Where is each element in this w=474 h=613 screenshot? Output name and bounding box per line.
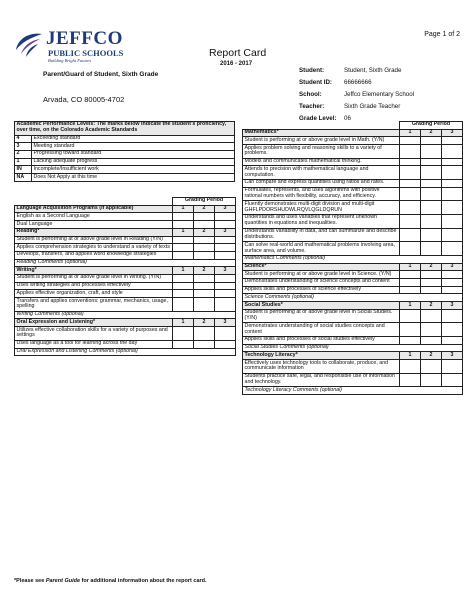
school-year: 2016 - 2017 — [220, 61, 253, 67]
grade-cell — [194, 244, 215, 252]
period-number: 1 — [400, 352, 421, 360]
comment-row — [243, 294, 463, 302]
period-number: 2 — [194, 319, 215, 327]
comments-label: Mathematics Comments (optional) — [243, 255, 463, 263]
period-number: 1 — [173, 319, 194, 327]
period-number: 3 — [215, 205, 236, 213]
standard-label: Can solve real-world and mathematical problems involving area, surface area, and volume. — [243, 242, 400, 256]
student-info-value: 06 — [344, 114, 351, 122]
grade-cell — [442, 215, 463, 229]
comment-row — [15, 259, 236, 267]
grade-cell — [173, 298, 194, 312]
grade-cell — [421, 158, 442, 166]
period-number: 2 — [421, 352, 442, 360]
section-title: Reading* — [15, 228, 173, 236]
grade-cell — [421, 228, 442, 242]
level-code: 1 — [15, 158, 32, 166]
grade-cell — [400, 228, 421, 242]
grade-cell — [215, 251, 236, 259]
grade-row — [243, 286, 463, 294]
grade-cell — [442, 337, 463, 345]
student-info-row — [299, 76, 414, 88]
standard-label: Effectively uses technology tools to collaborate, produce, and communicate information — [243, 360, 400, 374]
footer-note: *Please see Parent Guide for additional information about the report card. — [14, 578, 207, 584]
period-number: 1 — [400, 263, 421, 271]
grade-row — [15, 275, 236, 283]
section-header — [243, 352, 463, 360]
grade-cell — [442, 137, 463, 145]
grade-row — [243, 137, 463, 145]
jeffco-logo — [12, 28, 130, 66]
period-number: 2 — [421, 263, 442, 271]
grade-cell — [400, 323, 421, 337]
period-number: 3 — [442, 302, 463, 310]
comments-label: Social Studies Comments (optional) — [243, 344, 463, 352]
period-number: 3 — [215, 228, 236, 236]
grade-row — [243, 360, 463, 374]
right-grades-table — [242, 121, 463, 395]
period-number: 2 — [194, 205, 215, 213]
grading-period-header — [243, 122, 463, 130]
grade-cell — [442, 201, 463, 215]
grade-cell — [215, 275, 236, 283]
grade-cell — [173, 275, 194, 283]
grade-cell — [400, 158, 421, 166]
standard-label: English as a Second Language — [15, 213, 173, 221]
grade-cell — [194, 327, 215, 341]
standard-label: Uses writing strategies and processes effectively — [15, 282, 173, 290]
grade-row — [15, 236, 236, 244]
standard-label: Applies comprehension strategies to understand a variety of texts — [15, 244, 173, 252]
grade-cell — [442, 373, 463, 387]
period-number: 3 — [442, 129, 463, 137]
standard-label: Demonstrates understanding of science concepts and content — [243, 279, 400, 287]
grade-row — [15, 290, 236, 298]
grade-cell — [173, 290, 194, 298]
level-row — [15, 151, 235, 159]
grade-cell — [215, 290, 236, 298]
period-number: 1 — [173, 267, 194, 275]
grade-row — [15, 221, 236, 229]
grade-cell — [442, 145, 463, 159]
grade-cell — [421, 323, 442, 337]
grade-cell — [400, 271, 421, 279]
level-row — [15, 143, 235, 151]
grade-cell — [215, 221, 236, 229]
grade-cell — [173, 244, 194, 252]
period-number: 1 — [400, 129, 421, 137]
grade-cell — [215, 213, 236, 221]
parent-guide-ref: Parent Guide — [45, 578, 81, 584]
comments-label: Technology Literacy Comments (optional) — [243, 387, 463, 395]
grade-cell — [400, 337, 421, 345]
period-number: 3 — [442, 263, 463, 271]
grade-cell — [421, 180, 442, 188]
level-label: Does Not Apply at this time — [32, 174, 235, 182]
page-title: Report Card — [209, 47, 267, 59]
student-info-row — [299, 100, 414, 112]
grade-cell — [442, 279, 463, 287]
standard-label: Applies effective organization, craft, and style — [15, 290, 173, 298]
grade-cell — [400, 145, 421, 159]
student-info-key: Teacher: — [299, 102, 325, 110]
grade-row — [243, 309, 463, 323]
comments-label: Reading Comments (optional) — [15, 259, 236, 267]
grade-cell — [421, 187, 442, 201]
levels-header: Academic Performance Levels: The marks below indicate the student's proficiency, over time, on the Colorado Academic Standards — [15, 122, 235, 136]
grade-cell — [442, 228, 463, 242]
grade-cell — [421, 215, 442, 229]
student-info — [299, 64, 414, 124]
student-info-key: School: — [299, 90, 322, 98]
comments-label: Oral Expression and Listening Comments (optional) — [15, 348, 236, 356]
grade-row — [243, 215, 463, 229]
period-number: 2 — [194, 267, 215, 275]
grade-cell — [421, 279, 442, 287]
student-info-row — [299, 64, 414, 76]
left-grades-table — [14, 197, 236, 356]
section-header — [15, 228, 236, 236]
standard-label: Demonstrates understanding of social studies concepts and content — [243, 323, 400, 337]
level-label: Meeting standard — [32, 143, 235, 151]
period-number: 2 — [421, 302, 442, 310]
grade-cell — [400, 309, 421, 323]
grade-cell — [173, 221, 194, 229]
standard-label: Models and communicates mathematical thinking. — [243, 158, 400, 166]
grade-row — [15, 298, 236, 312]
grade-cell — [400, 137, 421, 145]
standard-label: Utilizes effective collaboration skills for a variety of purposes and settings — [15, 327, 173, 341]
standard-label: Transfers and applies conventions: grammar, mechanics, usage, spelling — [15, 298, 173, 312]
comment-row — [243, 387, 463, 395]
grade-cell — [442, 187, 463, 201]
grading-period-header — [15, 198, 236, 206]
grade-row — [243, 242, 463, 256]
grading-period-label: Grading Period — [400, 122, 463, 130]
period-number: 1 — [400, 302, 421, 310]
standard-label: Student is performing at or above grade level in Science. (Y/N) — [243, 271, 400, 279]
grade-cell — [421, 309, 442, 323]
parent-address-city: Arvada, CO 80005-4702 — [43, 95, 125, 104]
grade-row — [243, 323, 463, 337]
grade-row — [243, 279, 463, 287]
level-label: Exceeding standard — [32, 135, 235, 143]
grade-cell — [194, 221, 215, 229]
level-row — [15, 174, 235, 182]
student-info-key: Student ID: — [299, 78, 332, 86]
grade-cell — [400, 187, 421, 201]
grade-cell — [194, 251, 215, 259]
standard-label: Student is performing at or above grade level in Writing. (Y/N) — [15, 275, 173, 283]
grade-cell — [400, 180, 421, 188]
grade-row — [15, 327, 236, 341]
grade-cell — [194, 236, 215, 244]
grade-cell — [421, 337, 442, 345]
grade-row — [15, 282, 236, 290]
grade-cell — [194, 213, 215, 221]
grade-cell — [400, 201, 421, 215]
grade-cell — [442, 323, 463, 337]
grade-row — [15, 340, 236, 348]
section-title: Social Studies* — [243, 302, 400, 310]
level-code: 2 — [15, 151, 32, 159]
grade-cell — [194, 298, 215, 312]
grade-cell — [194, 275, 215, 283]
period-number: 1 — [173, 228, 194, 236]
comments-label: Writing Comments (optional) — [15, 311, 236, 319]
grade-row — [243, 271, 463, 279]
grade-cell — [194, 340, 215, 348]
level-row — [15, 158, 235, 166]
grade-cell — [215, 244, 236, 252]
period-number: 2 — [421, 129, 442, 137]
grade-cell — [194, 290, 215, 298]
standard-label: Uses language as a tool for learning across the day — [15, 340, 173, 348]
period-number: 1 — [173, 205, 194, 213]
section-title: Oral Expression and Listening* — [15, 319, 173, 327]
period-number: 3 — [442, 352, 463, 360]
comment-row — [243, 255, 463, 263]
level-label: Progressing toward standard — [32, 151, 235, 159]
logo-tagline: Building Bright Futures — [48, 58, 92, 63]
grade-cell — [173, 213, 194, 221]
grade-cell — [421, 137, 442, 145]
student-info-key: Grade Level: — [299, 114, 337, 122]
grade-cell — [421, 242, 442, 256]
grade-row — [243, 337, 463, 345]
level-code: 4 — [15, 135, 32, 143]
grade-cell — [194, 282, 215, 290]
grade-cell — [442, 166, 463, 180]
logo-name: JEFFCO — [46, 28, 123, 49]
standard-label: Understands and uses variables that represent unknown quantities in equations and inequalities. — [243, 215, 400, 229]
student-info-row — [299, 88, 414, 100]
grade-cell — [400, 215, 421, 229]
grade-cell — [400, 286, 421, 294]
performance-levels-table — [14, 121, 235, 182]
grade-cell — [442, 158, 463, 166]
standard-label: Dual Language — [15, 221, 173, 229]
student-info-value: 66666666 — [344, 78, 372, 86]
grade-cell — [421, 271, 442, 279]
standard-label: Can compare and express quantities using ratios and rates. — [243, 180, 400, 188]
grade-cell — [421, 373, 442, 387]
level-code: NA — [15, 174, 32, 182]
grade-row — [243, 201, 463, 215]
grade-row — [243, 180, 463, 188]
grade-row — [243, 373, 463, 387]
level-code: IN — [15, 166, 32, 174]
section-header — [243, 263, 463, 271]
grade-row — [15, 244, 236, 252]
grade-cell — [400, 373, 421, 387]
grade-cell — [421, 201, 442, 215]
grade-cell — [442, 180, 463, 188]
grade-cell — [421, 286, 442, 294]
grade-row — [243, 158, 463, 166]
section-header — [15, 205, 236, 213]
section-header — [15, 267, 236, 275]
grade-cell — [173, 251, 194, 259]
grade-cell — [400, 242, 421, 256]
grade-cell — [442, 242, 463, 256]
comment-row — [15, 348, 236, 356]
grade-row — [15, 213, 236, 221]
section-title: Technology Literacy* — [243, 352, 400, 360]
grade-cell — [442, 360, 463, 374]
grading-period-label: Grading Period — [173, 198, 236, 206]
level-row — [15, 166, 235, 174]
grade-cell — [173, 282, 194, 290]
student-info-value: Student, Sixth Grade — [344, 66, 402, 74]
standard-label: Fluently demonstrates multi-digit division and multi-digit GHFLPDORSHUDWLRQVLQGLDQRUN — [243, 201, 400, 215]
section-header — [15, 319, 236, 327]
standard-label: Student is performing at or above grade level in Math. (Y/N) — [243, 137, 400, 145]
grade-row — [243, 187, 463, 201]
grade-cell — [215, 236, 236, 244]
level-row — [15, 135, 235, 143]
standard-label: Understands variability in data, and can summarize and describe distributions. — [243, 228, 400, 242]
standard-label: Applies skills and processes of social studies effectively — [243, 337, 400, 345]
leaf-logo-icon — [12, 30, 46, 60]
period-number: 3 — [215, 267, 236, 275]
grade-cell — [442, 271, 463, 279]
grade-row — [243, 228, 463, 242]
logo-subtitle: PUBLIC SCHOOLS — [48, 48, 124, 58]
grade-cell — [442, 286, 463, 294]
level-code: 3 — [15, 143, 32, 151]
standard-label: Develops, transfers, and applies word knowledge strategies — [15, 251, 173, 259]
standard-label: Students practice safe, legal, and responsible use of information and technology. — [243, 373, 400, 387]
grade-cell — [215, 340, 236, 348]
grade-cell — [400, 360, 421, 374]
level-label: Incomplete/Insufficient work — [32, 166, 235, 174]
page-number: Page 1 of 2 — [424, 31, 460, 38]
grade-cell — [215, 298, 236, 312]
standard-label: Applies skills and processes of science effectively — [243, 286, 400, 294]
level-label: Lacking adequate progress — [32, 158, 235, 166]
standard-label: Attends to precision with mathematical language and computation. — [243, 166, 400, 180]
standard-label: Formulates, represents, and uses algorithms with positive rational numbers with flexibility, accuracy, and efficiency. — [243, 187, 400, 201]
comment-row — [243, 344, 463, 352]
parent-address-name: Parent/Guard of Student, Sixth Grade — [43, 71, 159, 78]
grade-cell — [400, 279, 421, 287]
period-number: 2 — [194, 228, 215, 236]
standard-label: Student is performing at or above grade level in Reading (Y/N) — [15, 236, 173, 244]
grade-row — [243, 145, 463, 159]
grade-cell — [173, 327, 194, 341]
standard-label: Student is performing at or above grade level in Social Studies. (Y/N) — [243, 309, 400, 323]
section-title: Science* — [243, 263, 400, 271]
grade-cell — [442, 309, 463, 323]
comments-label: Science Comments (optional) — [243, 294, 463, 302]
grade-cell — [215, 282, 236, 290]
grade-cell — [215, 327, 236, 341]
section-title: Language Acquisition Programs (if applicable) — [15, 205, 173, 213]
section-title: Writing* — [15, 267, 173, 275]
grade-cell — [173, 236, 194, 244]
student-info-value: Sixth Grade Teacher — [344, 102, 401, 110]
comment-row — [15, 311, 236, 319]
grade-row — [15, 251, 236, 259]
student-info-key: Student: — [299, 66, 325, 74]
grade-cell — [173, 340, 194, 348]
student-info-value: Jeffco Elementary School — [344, 90, 415, 98]
grade-cell — [400, 166, 421, 180]
section-header — [243, 129, 463, 137]
grade-row — [243, 166, 463, 180]
standard-label: Applies problem solving and reasoning skills to a variety of problems. — [243, 145, 400, 159]
grade-cell — [421, 360, 442, 374]
period-number: 3 — [215, 319, 236, 327]
section-title: Mathematics* — [243, 129, 400, 137]
grade-cell — [421, 166, 442, 180]
section-header — [243, 302, 463, 310]
grade-cell — [421, 145, 442, 159]
